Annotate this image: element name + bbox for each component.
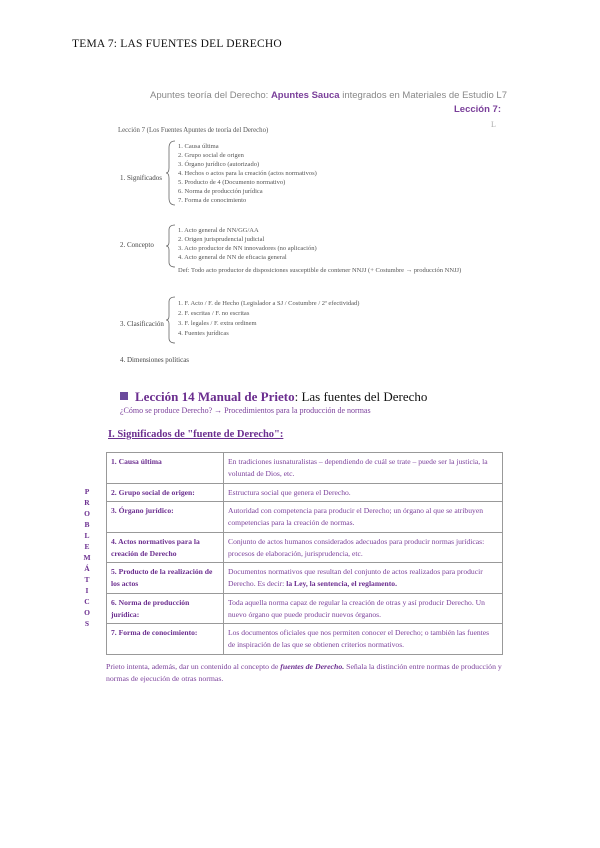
table-row [107,593,503,624]
side-letter: P [84,487,90,496]
lesson-14-subtitle: ¿Cómo se produce Derecho? → Procedimientos para la producción de normas [120,406,371,415]
notes-group-label: 4. Dimensiones políticas [120,356,190,364]
notes-group-label: 2. Concepto [120,241,154,249]
notes-title: Lección 7 (Los Fuentes Apuntes de teoría del Derecho) [118,127,269,134]
corner-mark: L [491,120,496,129]
notes-item: 3. Acto productor de NN innovadores (no aplicación) [178,245,317,252]
side-letter: Á [84,564,90,573]
notes-item: 1. Causa última [178,143,219,150]
side-letter: C [84,597,90,606]
side-letter: L [84,531,90,540]
notes-item: 4. Acto general de NN de eficacia general [178,254,287,261]
table-row [107,483,503,502]
meaning-term: 4. Actos normativos para la creación de Derecho [107,532,224,563]
closing-emphasis: fuentes de Derecho. [280,662,345,671]
meaning-term: 6. Norma de producción jurídica: [107,593,224,624]
side-letter: O [84,509,90,518]
group-brace [166,224,176,268]
meaning-term: 2. Grupo social de origen: [107,483,224,502]
notes-group-label: 3. Clasificación [120,320,164,328]
notes-item: 2. Grupo social de origen [178,152,244,159]
meaning-definition-emphasis: la Ley, la sentencia, el reglamento. [286,579,397,589]
meaning-term: 3. Órgano jurídico: [107,502,224,533]
side-label-problematicos [82,486,92,629]
notes-item: 4. Fuentes jurídicas [178,330,229,337]
page-title: TEMA 7: LAS FUENTES DEL DERECHO [72,38,282,50]
side-letter: M [83,553,91,562]
meaning-definition: En tradiciones iusnaturalistas – dependiendo de cuál se trate – puede ser la justicia, la voluntad de Dios, etc. [224,453,503,484]
table-row [107,624,503,655]
table-row [107,563,503,594]
lesson-7-label: Lección 7: [454,104,501,115]
notes-item: 7. Forma de conocimiento [178,197,247,204]
table-row [107,532,503,563]
lesson-14-title [120,389,427,405]
section-heading: I. Significados de "fuente de Derecho": [108,429,284,440]
notes-item: 2. F. escritas / F. no escritas [178,310,250,317]
meaning-term: 1. Causa última [107,453,224,484]
notes-item: 4. Hechos o actos para la creación (actos normativos) [178,170,317,177]
side-letter: T [84,575,90,584]
notes-item: 3. F. legales / F. extra ordinem [178,320,257,327]
group-brace [166,140,176,206]
lesson-14-rest: : Las fuentes del Derecho [294,389,428,404]
notes-definition: Def: Todo acto productor de disposiciones susceptible de contener NNJJ (+ Costumbre → producción NNJJ) [178,267,462,274]
closing-text-end: Señala la distinción entre normas de producción y normas de ejecución de otras normas. [106,662,502,684]
table-row [107,502,503,533]
meaning-definition: Los documentos oficiales que nos permiten conocer el Derecho; o también las fuentes de inspiración de las que se obtienen criterios normativos. [224,624,503,655]
meaning-definition: Autoridad con competencia para producir el Derecho; un órgano al que se atribuyen competencias para la creación de normas. [224,502,503,533]
side-letter: O [84,608,90,617]
side-letter: I [85,586,89,595]
notes-item: 1. Acto general de NN/GG/AA [178,227,259,234]
group-brace [166,296,176,344]
notes-item: 3. Órgano jurídico (autorizado) [178,161,260,168]
lesson-14-label: Lección 14 Manual de Prieto [135,389,295,404]
notes-item: 1. F. Acto / F. de Hecho (Legislador a SJ / Costumbre / 2ª efectividad) [178,300,360,307]
meaning-definition [224,563,503,594]
side-letter: S [84,619,90,628]
notes-header [150,90,507,101]
side-letter: E [84,542,90,551]
bullet-square-icon [120,392,128,400]
notes-item: 5. Producto de 4 (Documento normativo) [178,179,286,186]
meaning-definition: Toda aquella norma capaz de regular la creación de otras y así producir Derecho. Un nuevo órgano que puede producir nuevos órganos. [224,593,503,624]
meanings-table [106,452,503,655]
notes-header-prefix: Apuntes teoría del Derecho: [150,90,271,101]
meaning-definition: Estructura social que genera el Derecho. [224,483,503,502]
meaning-definition-text: Documentos normativos que resultan del conjunto de actos realizados para producir Derecho. Es decir: [228,567,483,589]
side-letter: B [84,520,90,529]
side-letter: R [84,498,90,507]
closing-paragraph [106,661,506,686]
notes-header-suffix: integrados en Materiales de Estudio L7 [339,90,507,101]
table-row [107,453,503,484]
notes-item: 6. Norma de producción jurídica [178,188,263,195]
meaning-term: 7. Forma de conocimiento: [107,624,224,655]
closing-text: Prieto intenta, además, dar un contenido al concepto de [106,662,281,671]
notes-item: 2. Origen jurisprudencial judicial [178,236,265,243]
notes-group-label: 1. Significados [120,174,162,182]
notes-header-highlight: Apuntes Sauca [270,90,340,101]
meaning-definition: Conjunto de actos humanos considerados adecuados para producir normas jurídicas: procesos de elaboración, jurisprudencia, etc. [224,532,503,563]
meaning-term: 5. Producto de la realización de los actos [107,563,224,594]
